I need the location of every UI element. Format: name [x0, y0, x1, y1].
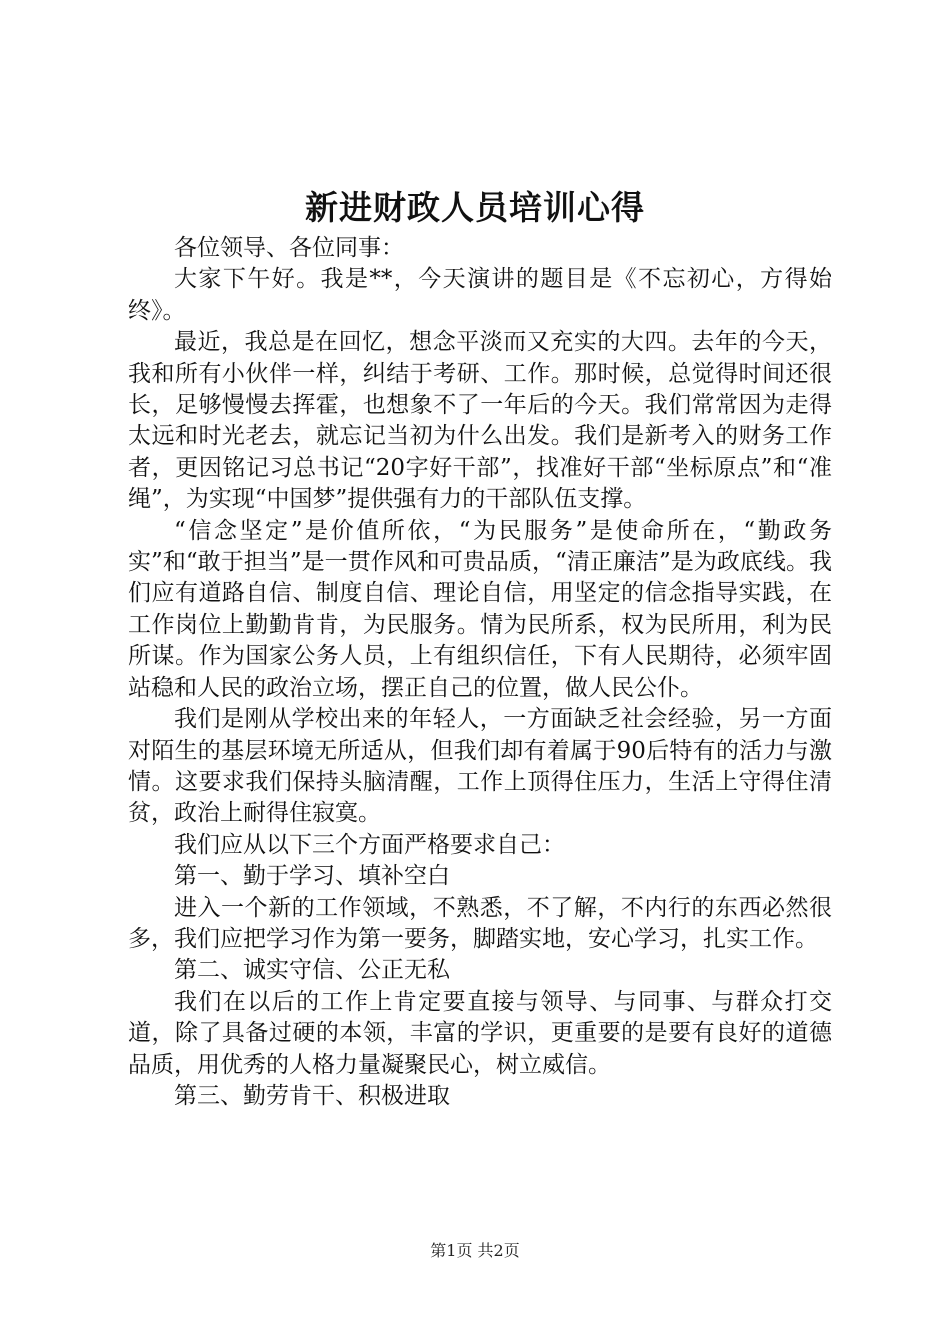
- intro-paragraph: 大家下午好。我是**，今天演讲的题目是《不忘初心，方得始终》。: [128, 266, 832, 324]
- body-paragraph: 最近，我总是在回忆，想念平淡而又充实的大四。去年的今天，我和所有小伙伴一样，纠结于考研、工作。那时候，总觉得时间还很长，足够慢慢去挥霍，也想象不了一年后的今天。我们常常因为走得太远和时光老去，就忘记当初为什么出发。我们是新考入的财务工作者，更因铭记习总书记“20字好干部”，找准好干部“坐标原点”和“准绳”，为实现“中国梦”提供强有力的干部队伍支撑。: [128, 329, 832, 513]
- section-heading: 第一、勤于学习、填补空白: [174, 863, 450, 890]
- document-title: 新进财政人员培训心得: [305, 188, 645, 227]
- body-paragraph: 我们是刚从学校出来的年轻人，一方面缺乏社会经验，另一方面对陌生的基层环境无所适从，但我们却有着属于90后特有的活力与激情。这要求我们保持头脑清醒，工作上顶得住压力，生活上守得住清贫，政治上耐得住寂寞。: [128, 706, 832, 827]
- body-paragraph: 我们在以后的工作上肯定要直接与领导、与同事、与群众打交道，除了具备过硬的本领，丰富的学识，更重要的是要有良好的道德品质，用优秀的人格力量凝聚民心，树立威信。: [128, 988, 832, 1078]
- document-body: [128, 233, 832, 1112]
- greeting-paragraph: 各位领导、各位同事：: [174, 235, 404, 261]
- body-paragraph: 进入一个新的工作领域，不熟悉，不了解，不内行的东西必然很多，我们应把学习作为第一要务，脚踏实地，安心学习，扎实工作。: [128, 894, 832, 952]
- section-heading: 第二、诚实守信、公正无私: [174, 957, 450, 984]
- page-footer: 第1页 共2页: [430, 1241, 520, 1260]
- section-heading: 第三、勤劳肯干、积极进取: [174, 1082, 450, 1109]
- body-paragraph: 我们应从以下三个方面严格要求自己：: [174, 831, 565, 858]
- body-paragraph: “信念坚定”是价值所依，“为民服务”是使命所在，“勤政务实”和“敢于担当”是一贯作风和可贵品质，“清正廉洁”是为政底线。我们应有道路自信、制度自信、理论自信，用坚定的信念指导实践，在工作岗位上勤勤肯肯，为民服务。情为民所系，权为民所用，利为民所谋。作为国家公务人员，上有组织信任，下有人民期待，必须牢固站稳和人民的政治立场，摆正自己的位置，做人民公仆。: [128, 517, 832, 701]
